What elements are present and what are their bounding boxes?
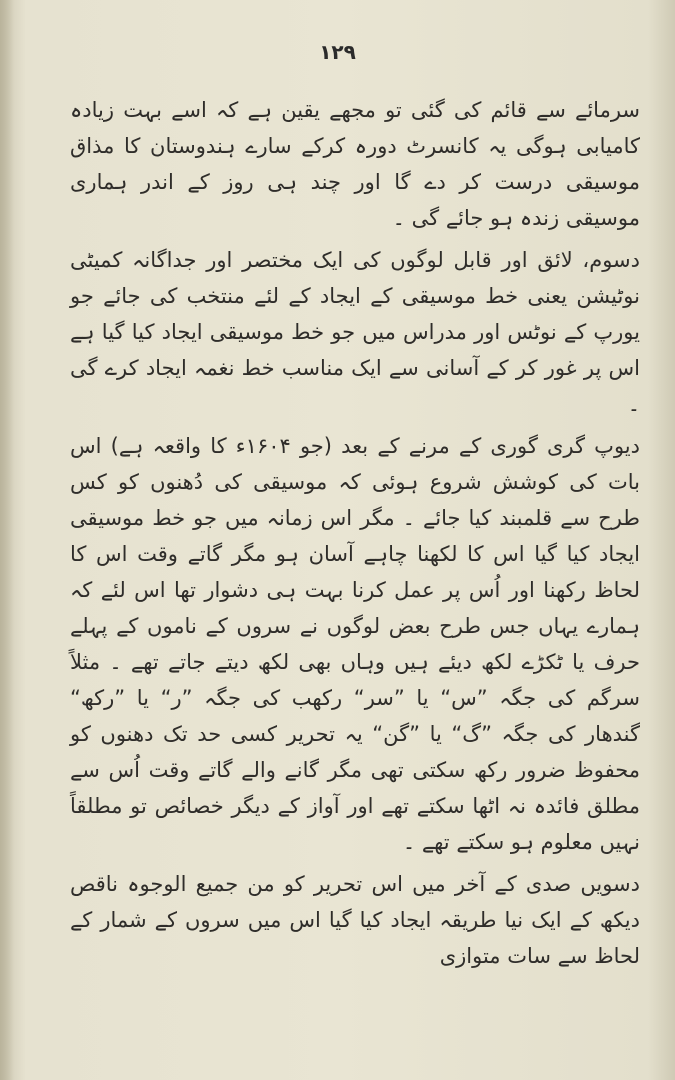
paragraph-3: دیوپ گری گوری کے مرنے کے بعد (جو ۱۶۰۴ء کا واقعہ ہے) اس بات کی کوشش شروع ہوئی کہ موسیقی کی دُھنوں کو کس طرح سے قلمبند کیا جائے ۔ مگر اس زمانہ میں جو خط موسیقی ایجاد کیا گیا اس کا لکھنا چاہے آسان ہو مگر گاتے وقت اس کا لحاظ رکھنا اور اُس پر عمل کرنا بہت ہی دشوار تھا اس لئے کہ ہمارے یہاں جس طرح بعض لوگوں نے سروں کے ناموں کے پہلے حرف یا ٹکڑے لکھ دیئے ہیں وہاں بھی لکھ دیتے جاتے تھے ۔ مثلاً سرگم کی جگہ ”س“ یا ”سر“ رکھب کی جگہ ”ر“ یا ”رکھ“ گندھار کی جگہ ”گ“ یا ”گن“ یہ تحریر کسی حد تک دھنوں کو محفوظ ضرور رکھ سکتی تھی مگر گانے والے گاتے وقت اُس سے مطلق فائدہ نہ اٹھا سکتے تھے اور آواز کے دیگر خصائص تو مطلقاً نہیں معلوم ہو سکتے تھے ۔ xyxy=(70,434,640,854)
page-number: ۱۲۹ xyxy=(319,40,356,64)
page-body-text xyxy=(70,92,640,974)
paragraph-2: دسوم، لائق اور قابل لوگوں کی ایک مختصر اور جداگانہ کمیٹی نوٹیشن یعنی خط موسیقی کے ایجاد کے لئے منتخب کی جائے جو یورپ کے نوٹس اور مدراس میں جو خط موسیقی ایجاد کیا گیا ہے اس پر غور کر کے آسانی سے ایک مناسب خط نغمہ ایجاد کرے گی ۔ xyxy=(70,248,640,416)
paragraph-1: سرمائے سے قائم کی گئی تو مجھے یقین ہے کہ اسے بہت زیادہ کامیابی ہوگی یہ کانسرٹ دورہ کرکے سارے ہندوستان کا مذاق موسیقی درست کر دے گا اور چند ہی روز کے اندر ہماری موسیقی زندہ ہو جائے گی ۔ xyxy=(70,98,640,230)
page-gutter-shadow xyxy=(0,0,14,1080)
paragraph-4: دسویں صدی کے آخر میں اس تحریر کو من جمیع الوجوہ ناقص دیکھ کے ایک نیا طریقہ ایجاد کیا گیا اس میں سروں کے شمار کے لحاظ سے سات متوازی xyxy=(70,872,640,968)
